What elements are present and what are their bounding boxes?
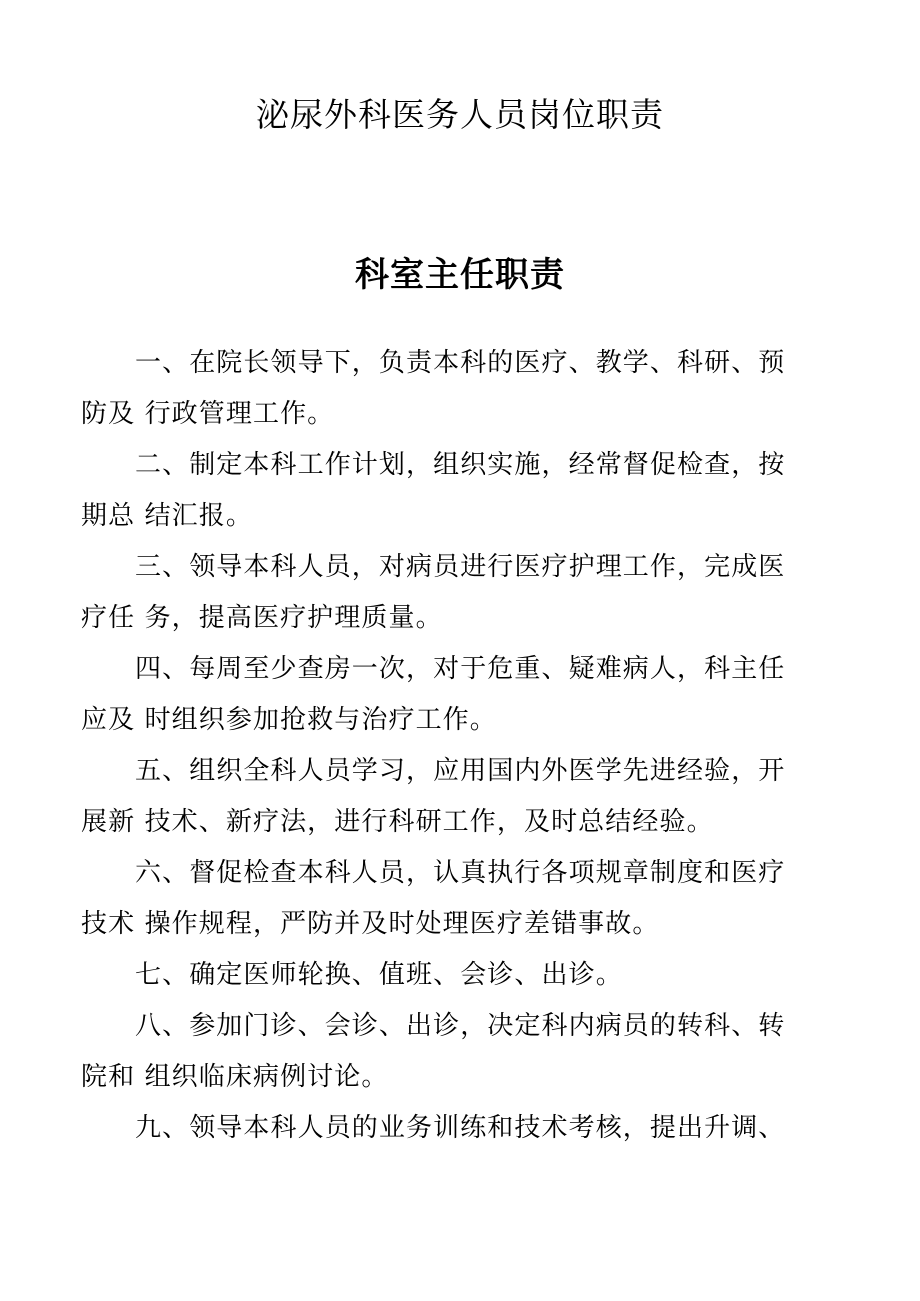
duty-item-5-line-1: 五、组织全科人员学习，应用国内外医学先进经验，开 [135,756,786,786]
section-title: 科室主任职责 [355,255,565,295]
duty-item-1-line-1: 一、在院长领导下，负责本科的医疗、教学、科研、预 [135,348,786,378]
document-title: 泌尿外科医务人员岗位职责 [256,95,664,134]
duties-list [81,338,841,1154]
duty-item-3-line-2: 疗任 务，提高医疗护理质量。 [81,603,443,633]
duty-item-4-line-2: 应及 时组织参加抢救与治疗工作。 [81,705,497,735]
duty-item-6-line-2: 技术 操作规程，严防并及时处理医疗差错事故。 [81,909,660,939]
duty-item-8-line-2: 院和 组织临床病例讨论。 [81,1062,389,1092]
duty-item-3-line-1: 三、领导本科人员，对病员进行医疗护理工作，完成医 [135,552,786,582]
duty-item-9-line-1: 九、领导本科人员的业务训练和技术考核，提出升调、 [135,1113,786,1143]
duty-item-2-line-2: 期总 结汇报。 [81,501,253,531]
duty-item-4-line-1: 四、每周至少查房一次，对于危重、疑难病人，科主任 [135,654,786,684]
duty-item-7-line-1: 七、确定医师轮换、值班、会诊、出诊。 [135,960,623,990]
duty-item-2-line-1: 二、制定本科工作计划，组织实施，经常督促检查，按 [135,450,786,480]
duty-item-5-line-2: 展新 技术、新疗法，进行科研工作，及时总结经验。 [81,807,714,837]
duty-item-8-line-1: 八、参加门诊、会诊、出诊，决定科内病员的转科、转 [135,1011,786,1041]
duty-item-6-line-1: 六、督促检查本科人员，认真执行各项规章制度和医疗 [135,858,786,888]
duty-item-1-line-2: 防及 行政管理工作。 [81,399,335,429]
